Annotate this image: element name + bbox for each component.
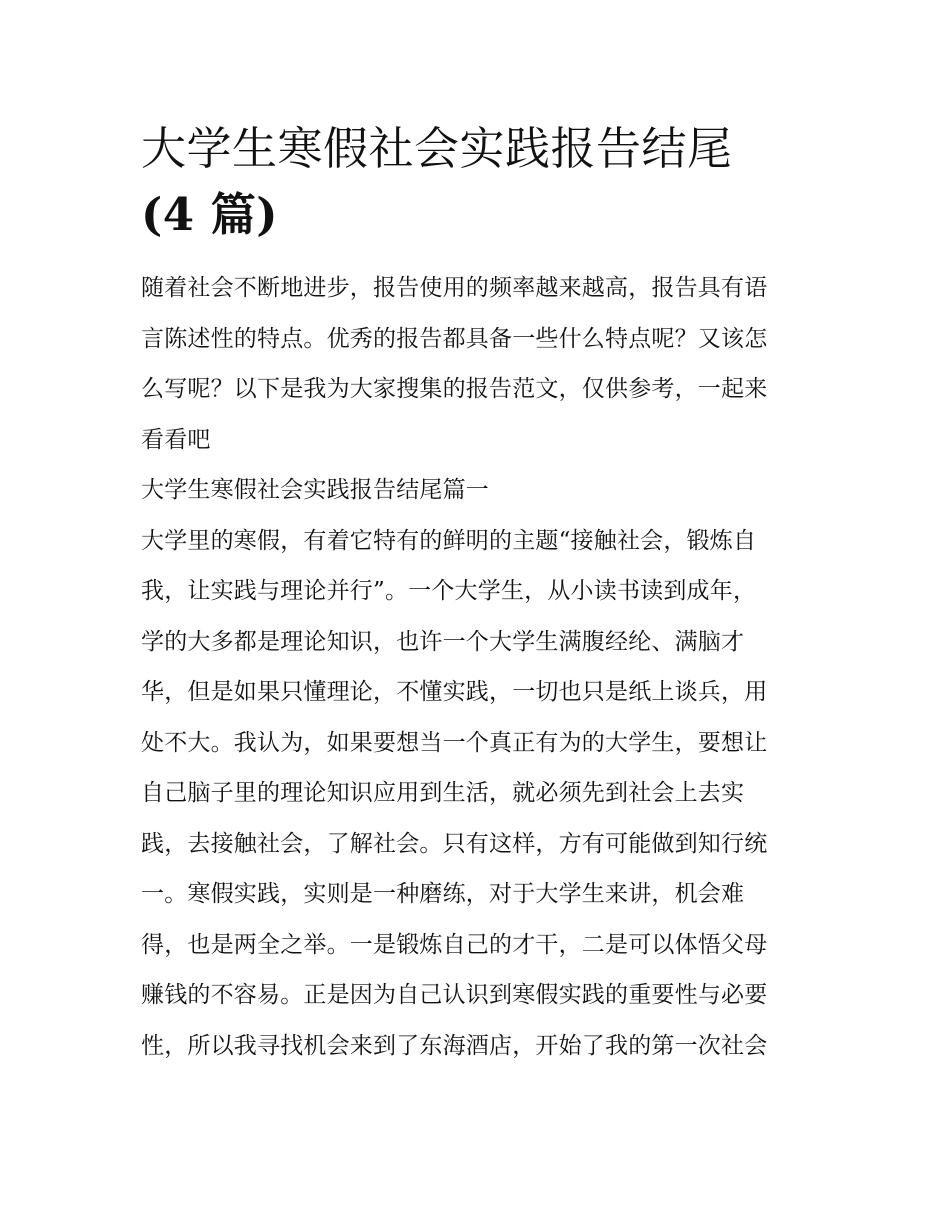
body-line: 学的大多都是理论知识，也许一个大学生满腹经纶、满脑才 [141,628,745,655]
body-line: 自己脑子里的理论知识应用到生活，就必须先到社会上去实 [141,780,745,806]
intro-line: 言陈述性的特点。优秀的报告都具备一些什么特点呢？又该怎 [141,325,768,352]
intro-line: 么写呢？以下是我为大家搜集的报告范文，仅供参考，一起来 [141,376,768,402]
body-line: 赚钱的不容易。正是因为自己认识到寒假实践的重要性与必要 [141,982,768,1008]
intro-paragraph [141,263,811,465]
intro-line: 看看吧 [141,426,211,453]
section-heading-text: 大学生寒假社会实践报告结尾篇一 [141,477,489,503]
title-line-2: (4 篇) [141,188,279,241]
intro-line: 随着社会不断地进步，报告使用的频率越来越高，报告具有语 [141,275,768,301]
body-line: 华，但是如果只懂理论，不懂实践，一切也只是纸上谈兵，用 [141,679,768,705]
body-line: 一。寒假实践，实则是一种磨练，对于大学生来讲，机会难 [141,881,745,907]
body-line: 大学里的寒假，有着它特有的鲜明的主题“接触社会，锻炼自 [141,527,757,554]
body-line: 得，也是两全之举。一是锻炼自己的才干，二是可以体悟父母 [141,931,768,958]
body-line: 性，所以我寻找机会来到了东海酒店，开始了我的第一次社会 [141,1032,768,1059]
body-line: 我，让实践与理论并行”。一个大学生，从小读书读到成年， [141,578,757,604]
title-line-1: 大学生寒假社会实践报告结尾 [141,122,733,175]
body-line: 践，去接触社会，了解社会。只有这样，方有可能做到知行统 [141,830,768,857]
body-paragraph [141,516,811,1072]
document-title [141,116,811,248]
body-line: 处不大。我认为，如果要想当一个真正有为的大学生，要想让 [141,729,768,756]
document-content [141,116,811,1071]
section-heading [141,465,811,516]
